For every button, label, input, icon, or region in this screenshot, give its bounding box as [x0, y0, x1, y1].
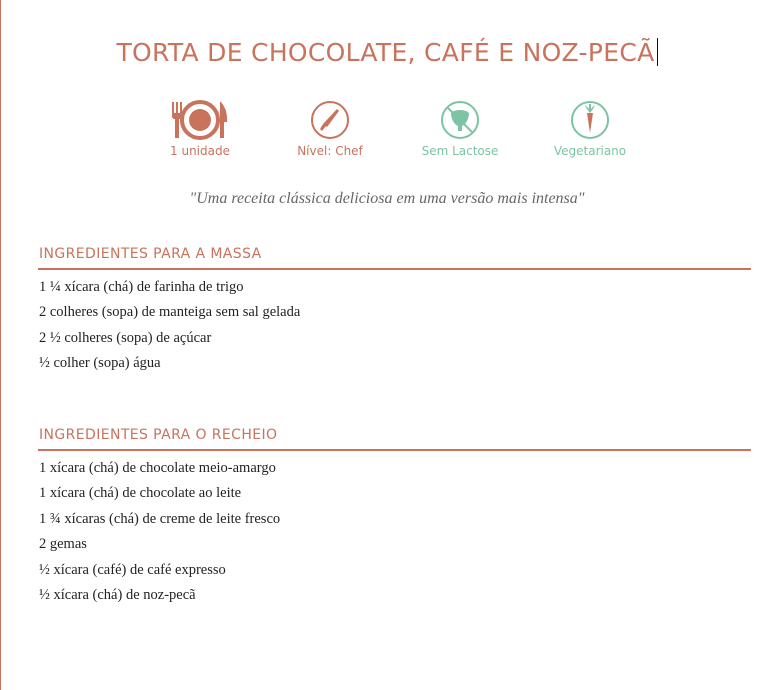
- badge-lactose-free-label: Sem Lactose: [421, 144, 499, 158]
- ingredients-list-massa: [39, 275, 300, 377]
- recipe-quote: "Uma receita clássica deliciosa em uma versão mais intensa": [189, 190, 585, 207]
- list-item: ½ xícara (café) de café expresso: [39, 561, 226, 578]
- section-title-recheio: INGREDIENTES PARA O RECHEIO: [39, 427, 278, 443]
- ingredients-list-recheio: [39, 456, 280, 608]
- list-item: 1 ¾ xícaras (chá) de creme de leite fresco: [39, 510, 281, 527]
- carrot-icon: [570, 100, 610, 140]
- recipe-title[interactable]: [0, 36, 774, 70]
- badge-lactose-free: [400, 100, 520, 158]
- badge-servings: [140, 100, 260, 158]
- list-item: 1 xícara (chá) de chocolate ao leite: [39, 485, 242, 502]
- badge-servings-label: 1 unidade: [170, 144, 230, 158]
- badge-level: [270, 100, 390, 158]
- section-rule-recheio: [38, 449, 751, 451]
- section-rule-massa: [38, 268, 751, 270]
- badge-vegetarian: [530, 100, 650, 158]
- no-lactose-icon: [440, 100, 480, 140]
- list-item: 1 xícara (chá) de chocolate meio-amargo: [39, 460, 276, 476]
- badge-level-label: Nível: Chef: [297, 144, 363, 158]
- list-item: 2 ½ colheres (sopa) de açúcar: [39, 329, 212, 346]
- badge-vegetarian-label: Vegetariano: [553, 144, 627, 158]
- recipe-title-text: TORTA DE CHOCOLATE, CAFÉ E NOZ-PECÃ: [116, 38, 655, 67]
- list-item: 1 ¼ xícara (chá) de farinha de trigo: [39, 279, 244, 295]
- list-item: ½ xícara (chá) de noz-pecã: [39, 586, 196, 603]
- list-item: 2 colheres (sopa) de manteiga sem sal gelada: [39, 304, 301, 321]
- plate-cutlery-icon: [168, 100, 232, 140]
- list-item: 2 gemas: [39, 536, 87, 553]
- list-item: ½ colher (sopa) água: [39, 355, 161, 372]
- chef-knife-icon: [310, 100, 350, 140]
- recipe-badges: [0, 100, 774, 164]
- section-title-massa: INGREDIENTES PARA A MASSA: [39, 246, 262, 262]
- text-cursor: [657, 38, 658, 66]
